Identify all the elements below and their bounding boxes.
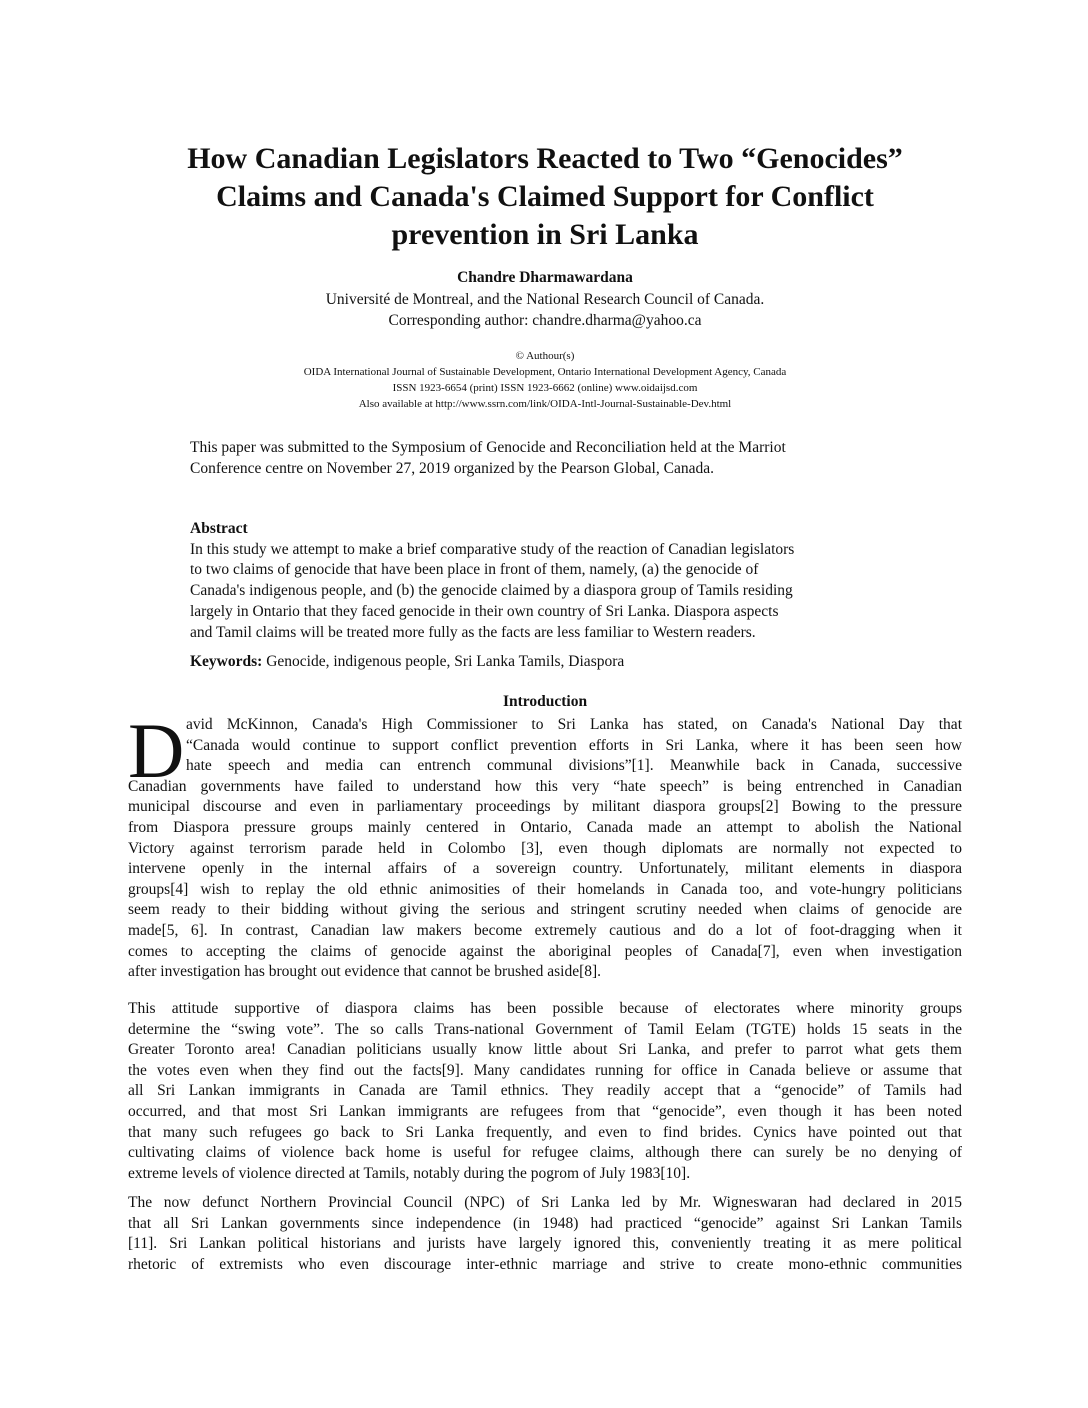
title-line: How Canadian Legislators Reacted to Two “Genocides” (187, 142, 903, 175)
paragraph-line: The now defunct Northern Provincial Council (NPC) of Sri Lanka led by Mr. Wigneswaran had declared in 2015 (128, 1194, 962, 1211)
affiliation-line: Université de Montreal, and the National Research Council of Canada. (325, 291, 765, 308)
paragraph-line: Victory against terrorism parade held in Colombo [3], even though diplomats are normally not expected to (128, 839, 962, 857)
paragraph-line: comes to accepting the claims of genocide against the aboriginal peoples of Canada[7], even when investigation (128, 942, 962, 960)
paper-title (128, 140, 962, 254)
note-line: This paper was submitted to the Symposium of Genocide and Reconciliation held at the Marriot (190, 439, 786, 456)
abstract-line: largely in Ontario that they faced genocide in their own country of Sri Lanka. Diaspora aspects (190, 602, 779, 620)
paragraph-line: cultivating claims of violence back home is useful for refugee claims, although there can surely be no denying of (128, 1144, 962, 1162)
paragraph-line: Greater Toronto area! Canadian politicians usually know little about Sri Lanka, and prefer to parrot what gets them (128, 1041, 962, 1059)
drop-cap: D (128, 707, 185, 794)
paragraph-line: avid McKinnon, Canada's High Commissioner to Sri Lanka has stated, on Canada's National Day that (186, 716, 962, 733)
paragraph-line: occurred, and that most Sri Lankan immigrants are refugees from that “genocide”, even though it has been noted (128, 1102, 962, 1120)
paragraph-line: determine the “swing vote”. The so calls Trans-national Government of Tamil Eelam (TGTE) holds 15 seats in the (128, 1020, 962, 1038)
issn-line: ISSN 1923-6654 (print) ISSN 1923-6662 (online) www.oidaijsd.com (392, 382, 698, 394)
paragraph-line: that many such refugees go back to Sri Lanka frequently, and even to find brides. Cynics have pointed out that (128, 1123, 962, 1141)
journal-line: OIDA International Journal of Sustainable Development, Ontario International Development Agency, Canada (303, 366, 787, 378)
copyright-line: © Authour(s) (515, 350, 575, 362)
title-line: Claims and Canada's Claimed Support for Conflict (216, 180, 874, 213)
paragraph-line: groups[4] wish to replay the old ethnic animosities of their homelands in Canada too, and vote-hungry politicians (128, 880, 962, 898)
intro-paragraph-1 (128, 707, 962, 983)
keywords (190, 652, 962, 672)
paragraph-line: extreme levels of violence directed at Tamils, notably during the pogrom of July 1983[10]. (128, 1164, 691, 1182)
paragraph-line: Canadian governments have failed to understand how this very “hate speech” is being entrenched in Canadian (128, 777, 962, 795)
submission-note (190, 437, 962, 479)
abstract-heading: Abstract (190, 520, 248, 537)
abstract-line: In this study we attempt to make a brief comparative study of the reaction of Canadian legislators (190, 540, 795, 558)
abstract-section (190, 519, 962, 643)
paragraph-line: intervene openly in the internal affairs of a sovereign country. Unfortunately, militant elements in diaspora (128, 860, 962, 878)
abstract-line: to two claims of genocide that have been place in front of them, namely, (a) the genocide of (190, 561, 759, 579)
keywords-label: Keywords: (190, 653, 263, 670)
paragraph-line: from Diaspora pressure groups mainly centered in Ontario, Canada made an attempt to abolish the National (128, 818, 962, 836)
author-name: Chandre Dharmawardana (457, 269, 633, 286)
paragraph-line: the votes even when they find out the facts[9]. Many candidates running for office in Canada believe or assume that (128, 1061, 962, 1079)
note-line: Conference centre on November 27, 2019 organized by the Pearson Global, Canada. (190, 460, 714, 477)
intro-paragraph-3 (128, 1193, 962, 1275)
paragraph-line: municipal discourse and even in parliamentary proceedings by militant diaspora groups[2] Bowing to the pressure (128, 798, 962, 816)
keywords-text: Genocide, indigenous people, Sri Lanka Tamils, Diaspora (262, 653, 625, 670)
copyright-block (128, 348, 962, 412)
paragraph-line: made[5, 6]. In contrast, Canadian law makers become extremely cautious and do a lot of foot-dragging when it (128, 921, 962, 939)
abstract-line: Canada's indigenous people, and (b) the genocide claimed by a diaspora group of Tamils residing (190, 582, 793, 600)
title-line: prevention in Sri Lanka (391, 218, 699, 251)
paragraph-line: [11]. Sri Lankan political historians and jurists have largely ignored this, conveniently treating it as mere political (128, 1235, 962, 1253)
paragraph-line: “Canada would continue to support conflict prevention efforts in Sri Lanka, where it has been seen how (186, 736, 962, 754)
paragraph-line: This attitude supportive of diaspora claims has been possible because of electorates where minority groups (128, 1000, 962, 1017)
paragraph-line: hate speech and media can entrench communal divisions”[1]. Meanwhile back in Canada, successive (186, 757, 962, 775)
paragraph-line: rhetoric of extremists who even discourage inter-ethnic marriage and strive to create mono-ethnic communities (128, 1255, 962, 1273)
corresponding-author: Corresponding author: chandre.dharma@yahoo.ca (388, 312, 702, 329)
author-affiliation (128, 289, 962, 331)
introduction-heading: Introduction (502, 693, 588, 710)
intro-paragraph-2 (128, 999, 962, 1184)
paragraph-line: seem ready to their bidding without giving the serious and stringent scrutiny needed when claims of genocide are (128, 901, 962, 919)
paragraph-line: all Sri Lankan immigrants in Canada are Tamil ethnics. They readily accept that a “genocide” of Tamils had (128, 1082, 962, 1100)
paragraph-line: after investigation has brought out evidence that cannot be brushed aside[8]. (128, 963, 602, 981)
paragraph-line: that all Sri Lankan governments since independence (in 1948) had practiced “genocide” against Sri Lankan Tamils (128, 1214, 962, 1232)
abstract-line: and Tamil claims will be treated more fully as the facts are less familiar to Western readers. (190, 623, 756, 641)
ssrn-line: Also available at http://www.ssrn.com/link/OIDA-Intl-Journal-Sustainable-Dev.html (358, 398, 732, 410)
